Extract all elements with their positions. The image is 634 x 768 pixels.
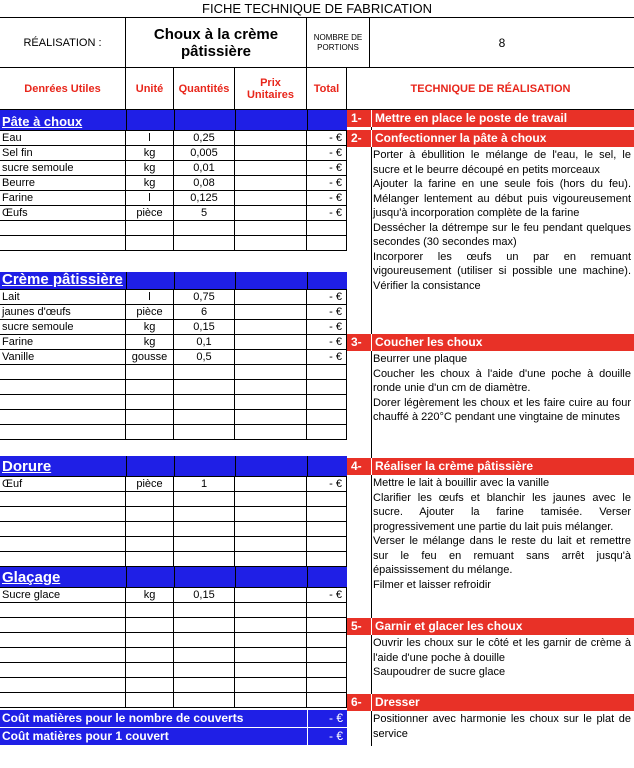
ingredient-price bbox=[235, 290, 307, 304]
total-value: - € bbox=[307, 728, 347, 746]
ingredient-name bbox=[0, 507, 126, 521]
ingredient-unit: l bbox=[126, 191, 174, 205]
step-instructions: Positionner avec harmonie les choux sur le plat de service bbox=[373, 713, 631, 740]
ingredient-total: - € bbox=[307, 320, 347, 334]
column-divider bbox=[235, 567, 236, 587]
step-divider bbox=[371, 130, 372, 147]
ingredient-quantity bbox=[174, 663, 235, 677]
ingredient-quantity bbox=[174, 380, 235, 394]
ingredient-name bbox=[0, 522, 126, 536]
ingredient-unit bbox=[126, 633, 174, 647]
ingredient-quantity bbox=[174, 492, 235, 506]
ingredient-total bbox=[307, 663, 347, 677]
ingredient-quantity bbox=[174, 425, 235, 439]
step-header bbox=[347, 110, 634, 127]
col-denrees: Denrées Utiles bbox=[0, 68, 126, 109]
step-instructions: Ouvrir les choux sur le côté et les garnir de crème à l'aide d'une poche à douille Saupoudrer de sucre glace bbox=[373, 637, 631, 678]
ingredient-quantity: 0,005 bbox=[174, 146, 235, 160]
step-instructions: Beurrer une plaque Coucher les choux à l'aide d'une poche à douille ronde unie d'un cm de diamètre. Dorer légèrement les choux et les faire cuire au four chauffé à 220°C pendant une vingtaine de minutes bbox=[373, 353, 631, 423]
ingredient-unit bbox=[126, 395, 174, 409]
ingredient-total: - € bbox=[307, 131, 347, 145]
ingredient-name bbox=[0, 537, 126, 551]
ingredient-total bbox=[307, 618, 347, 632]
ingredient-quantity bbox=[174, 633, 235, 647]
ingredient-name bbox=[0, 603, 126, 617]
ingredient-total bbox=[307, 552, 347, 566]
ingredient-price bbox=[235, 425, 307, 439]
ingredient-total: - € bbox=[307, 290, 347, 304]
ingredient-price bbox=[235, 221, 307, 235]
ingredient-unit bbox=[126, 221, 174, 235]
col-unite: Unité bbox=[126, 68, 174, 109]
ingredient-total bbox=[307, 693, 347, 707]
table-row bbox=[0, 305, 347, 320]
table-row bbox=[0, 191, 347, 206]
ingredient-unit bbox=[126, 693, 174, 707]
step-header bbox=[347, 618, 634, 635]
ingredient-total bbox=[307, 395, 347, 409]
column-divider bbox=[307, 110, 308, 130]
column-divider bbox=[235, 272, 236, 289]
table-row bbox=[0, 633, 347, 648]
ingredient-price bbox=[235, 305, 307, 319]
ingredient-price bbox=[235, 380, 307, 394]
ingredient-price bbox=[235, 365, 307, 379]
ingredient-price bbox=[235, 146, 307, 160]
step-header bbox=[347, 334, 634, 351]
column-divider bbox=[235, 110, 236, 130]
ingredient-total: - € bbox=[307, 161, 347, 175]
ingredient-total: - € bbox=[307, 588, 347, 602]
ingredient-unit bbox=[126, 425, 174, 439]
ingredient-unit bbox=[126, 236, 174, 250]
ingredient-quantity: 6 bbox=[174, 305, 235, 319]
ingredient-quantity: 1 bbox=[174, 477, 235, 491]
ingredient-total bbox=[307, 425, 347, 439]
ingredient-quantity bbox=[174, 365, 235, 379]
ingredient-unit: kg bbox=[126, 335, 174, 349]
total-value: - € bbox=[307, 710, 347, 728]
ingredient-total: - € bbox=[307, 477, 347, 491]
ingredient-name bbox=[0, 633, 126, 647]
ingredient-unit bbox=[126, 678, 174, 692]
table-row bbox=[0, 290, 347, 305]
column-divider bbox=[174, 272, 175, 289]
ingredient-price bbox=[235, 537, 307, 551]
ingredient-price bbox=[235, 410, 307, 424]
ingredient-total bbox=[307, 507, 347, 521]
ingredient-unit: pièce bbox=[126, 305, 174, 319]
ingredient-name bbox=[0, 552, 126, 566]
ingredient-quantity bbox=[174, 507, 235, 521]
ingredient-name: Lait bbox=[0, 290, 126, 304]
ingredient-total: - € bbox=[307, 146, 347, 160]
ingredient-quantity: 0,25 bbox=[174, 131, 235, 145]
ingredient-total bbox=[307, 537, 347, 551]
step-number: 3- bbox=[351, 335, 362, 349]
section-header bbox=[0, 567, 347, 588]
total-label: Coût matières pour le nombre de couverts bbox=[2, 711, 244, 725]
ingredient-price bbox=[235, 131, 307, 145]
total-label: Coût matières pour 1 couvert bbox=[2, 729, 169, 743]
ingredient-price bbox=[235, 648, 307, 662]
step-instructions: Porter à ébullition le mélange de l'eau, le sel, le sucre et le beurre découpé en petits morceaux Ajouter la farine en une seule fois (hors du feu). Mélanger lentement au début puis vigoureusement jusqu'à incorporation complète de la farine Dessécher la détrempe sur le feu pendant quelques secondes (30 secondes max) Incorporer les œufs un par en remuant vigoureusement (utiliser si possible une machine). Vérifier la consistance bbox=[373, 149, 631, 292]
ingredient-name bbox=[0, 365, 126, 379]
ingredient-quantity bbox=[174, 522, 235, 536]
ingredient-unit bbox=[126, 648, 174, 662]
section-title: Crème pâtissière bbox=[2, 271, 123, 288]
step-divider bbox=[371, 694, 372, 711]
ingredient-unit bbox=[126, 663, 174, 677]
ingredient-price bbox=[235, 161, 307, 175]
ingredient-name: Œuf bbox=[0, 477, 126, 491]
step-instructions: Mettre le lait à bouillir avec la vanille Clarifier les œufs et blanchir les jaunes avec le sucre. Ajouter la farine tamisée. Verser progressivement une partie du lait puis mélanger. Verser le mélange dans le reste du lait et remettre sur le feu en remuant sans arrêt jusqu'à épaississement du mélange. Filmer et laisser refroidir bbox=[373, 477, 631, 591]
ingredient-price bbox=[235, 588, 307, 602]
ingredient-total: - € bbox=[307, 176, 347, 190]
ingredient-name: Œufs bbox=[0, 206, 126, 220]
number-column-line bbox=[371, 110, 372, 746]
ingredient-price bbox=[235, 603, 307, 617]
ingredient-price bbox=[235, 335, 307, 349]
table-row bbox=[0, 161, 347, 176]
col-technique: TECHNIQUE DE RÉALISATION bbox=[410, 82, 571, 95]
ingredient-unit: gousse bbox=[126, 350, 174, 364]
table-row bbox=[0, 603, 347, 618]
ingredient-name bbox=[0, 425, 126, 439]
section-header bbox=[0, 110, 347, 131]
ingredient-quantity: 0,75 bbox=[174, 290, 235, 304]
ingredient-total bbox=[307, 522, 347, 536]
ingredient-total bbox=[307, 633, 347, 647]
step-number: 5- bbox=[351, 619, 362, 633]
ingredient-price bbox=[235, 236, 307, 250]
table-row bbox=[0, 618, 347, 633]
section-title: Pâte à choux bbox=[2, 114, 83, 129]
ingredient-total bbox=[307, 365, 347, 379]
column-divider bbox=[307, 567, 308, 587]
ingredient-unit bbox=[126, 603, 174, 617]
col-prix: Prix Unitaires bbox=[235, 68, 307, 109]
table-row bbox=[0, 236, 347, 251]
ingredient-name: Farine bbox=[0, 191, 126, 205]
ingredient-quantity: 0,15 bbox=[174, 320, 235, 334]
ingredient-quantity: 0,01 bbox=[174, 161, 235, 175]
ingredient-unit: kg bbox=[126, 588, 174, 602]
ingredient-quantity bbox=[174, 648, 235, 662]
table-row bbox=[0, 320, 347, 335]
table-row bbox=[0, 146, 347, 161]
ingredient-unit: pièce bbox=[126, 206, 174, 220]
recipe-name: Choux à la crème pâtissière bbox=[126, 18, 307, 67]
ingredient-unit bbox=[126, 365, 174, 379]
ingredient-name bbox=[0, 648, 126, 662]
portions-value: 8 bbox=[498, 35, 506, 50]
column-divider bbox=[235, 456, 236, 476]
column-header-row bbox=[0, 68, 634, 110]
ingredient-total bbox=[307, 678, 347, 692]
column-divider bbox=[307, 456, 308, 476]
ingredient-quantity bbox=[174, 603, 235, 617]
ingredient-quantity bbox=[174, 618, 235, 632]
table-row bbox=[0, 588, 347, 603]
ingredient-total bbox=[307, 221, 347, 235]
ingredient-unit: pièce bbox=[126, 477, 174, 491]
ingredient-name bbox=[0, 693, 126, 707]
step-divider bbox=[371, 458, 372, 475]
ingredient-unit: kg bbox=[126, 176, 174, 190]
ingredient-name bbox=[0, 236, 126, 250]
ingredient-unit bbox=[126, 380, 174, 394]
ingredient-unit bbox=[126, 492, 174, 506]
col-total: Total bbox=[307, 68, 347, 109]
ingredient-price bbox=[235, 507, 307, 521]
ingredient-unit: kg bbox=[126, 320, 174, 334]
ingredient-quantity: 0,5 bbox=[174, 350, 235, 364]
total-row bbox=[0, 728, 347, 746]
table-row bbox=[0, 492, 347, 507]
ingredient-quantity bbox=[174, 410, 235, 424]
ingredient-quantity bbox=[174, 537, 235, 551]
table-row bbox=[0, 693, 347, 708]
ingredient-price bbox=[235, 663, 307, 677]
section-header bbox=[0, 272, 347, 290]
table-row bbox=[0, 221, 347, 236]
ingredient-name: Farine bbox=[0, 335, 126, 349]
section-header bbox=[0, 456, 347, 477]
ingredient-unit: kg bbox=[126, 161, 174, 175]
ingredient-price bbox=[235, 552, 307, 566]
ingredient-name bbox=[0, 221, 126, 235]
ingredient-quantity: 0,1 bbox=[174, 335, 235, 349]
realisation-label: RÉALISATION : bbox=[0, 18, 126, 67]
section-title: Glaçage bbox=[2, 569, 61, 586]
ingredient-price bbox=[235, 633, 307, 647]
ingredient-quantity: 5 bbox=[174, 206, 235, 220]
ingredient-price bbox=[235, 477, 307, 491]
ingredient-unit bbox=[126, 507, 174, 521]
ingredient-price bbox=[235, 522, 307, 536]
ingredient-quantity bbox=[174, 693, 235, 707]
ingredient-name: sucre semoule bbox=[0, 320, 126, 334]
ingredient-price bbox=[235, 206, 307, 220]
ingredient-quantity: 0,08 bbox=[174, 176, 235, 190]
ingredient-quantity: 0,15 bbox=[174, 588, 235, 602]
ingredient-unit bbox=[126, 618, 174, 632]
ingredient-total: - € bbox=[307, 206, 347, 220]
column-divider bbox=[174, 567, 175, 587]
step-divider bbox=[371, 618, 372, 635]
ingredient-price bbox=[235, 618, 307, 632]
step-label: Garnir et glacer les choux bbox=[375, 619, 523, 633]
ingredient-name: Vanille bbox=[0, 350, 126, 364]
ingredient-quantity bbox=[174, 221, 235, 235]
table-row bbox=[0, 678, 347, 693]
ingredient-name bbox=[0, 663, 126, 677]
table-row bbox=[0, 350, 347, 365]
ingredient-name bbox=[0, 395, 126, 409]
table-row bbox=[0, 522, 347, 537]
column-divider bbox=[126, 456, 127, 476]
table-row bbox=[0, 380, 347, 395]
step-header bbox=[347, 694, 634, 711]
step-header bbox=[347, 130, 634, 147]
ingredient-total bbox=[307, 380, 347, 394]
ingredient-unit: kg bbox=[126, 146, 174, 160]
ingredient-total: - € bbox=[307, 335, 347, 349]
table-row bbox=[0, 365, 347, 380]
ingredient-price bbox=[235, 395, 307, 409]
ingredient-name: Sel fin bbox=[0, 146, 126, 160]
ingredient-total: - € bbox=[307, 350, 347, 364]
ingredient-price bbox=[235, 693, 307, 707]
ingredient-total: - € bbox=[307, 305, 347, 319]
step-number: 1- bbox=[351, 111, 362, 125]
step-label: Mettre en place le poste de travail bbox=[375, 111, 568, 125]
step-number: 2- bbox=[351, 131, 362, 145]
ingredient-price bbox=[235, 492, 307, 506]
ingredient-name: Eau bbox=[0, 131, 126, 145]
table-row bbox=[0, 552, 347, 567]
ingredient-price bbox=[235, 176, 307, 190]
step-divider bbox=[371, 110, 372, 127]
ingredient-quantity bbox=[174, 236, 235, 250]
section-title: Dorure bbox=[2, 458, 52, 475]
column-divider bbox=[126, 567, 127, 587]
ingredient-total bbox=[307, 410, 347, 424]
ingredient-total bbox=[307, 603, 347, 617]
table-row bbox=[0, 176, 347, 191]
step-number: 6- bbox=[351, 695, 362, 709]
table-row bbox=[0, 131, 347, 146]
ingredient-unit: l bbox=[126, 290, 174, 304]
ingredient-quantity bbox=[174, 552, 235, 566]
step-label: Dresser bbox=[375, 695, 420, 709]
table-row bbox=[0, 206, 347, 221]
col-quantites: Quantités bbox=[174, 68, 235, 109]
ingredient-unit: l bbox=[126, 131, 174, 145]
column-divider bbox=[174, 456, 175, 476]
table-row bbox=[0, 335, 347, 350]
step-label: Réaliser la crème pâtissière bbox=[375, 459, 534, 473]
column-divider bbox=[126, 110, 127, 130]
ingredient-quantity bbox=[174, 678, 235, 692]
column-divider bbox=[126, 272, 127, 289]
step-divider bbox=[371, 334, 372, 351]
ingredient-quantity: 0,125 bbox=[174, 191, 235, 205]
table-row bbox=[0, 507, 347, 522]
column-divider bbox=[307, 272, 308, 289]
table-row bbox=[0, 395, 347, 410]
step-label: Coucher les choux bbox=[375, 335, 483, 349]
ingredient-total bbox=[307, 236, 347, 250]
ingredient-name: Beurre bbox=[0, 176, 126, 190]
step-label: Confectionner la pâte à choux bbox=[375, 131, 547, 145]
ingredient-unit bbox=[126, 410, 174, 424]
ingredient-unit bbox=[126, 522, 174, 536]
total-row bbox=[0, 710, 347, 728]
ingredient-unit bbox=[126, 552, 174, 566]
table-row bbox=[0, 663, 347, 678]
table-row bbox=[0, 410, 347, 425]
ingredient-price bbox=[235, 350, 307, 364]
table-row bbox=[0, 425, 347, 440]
step-header bbox=[347, 458, 634, 475]
ingredient-name bbox=[0, 410, 126, 424]
table-row bbox=[0, 537, 347, 552]
ingredient-name bbox=[0, 618, 126, 632]
ingredient-name: jaunes d'œufs bbox=[0, 305, 126, 319]
table-row bbox=[0, 477, 347, 492]
ingredient-quantity bbox=[174, 395, 235, 409]
ingredient-price bbox=[235, 191, 307, 205]
ingredient-name bbox=[0, 380, 126, 394]
header-row bbox=[0, 18, 634, 68]
ingredient-total: - € bbox=[307, 191, 347, 205]
ingredient-price bbox=[235, 320, 307, 334]
ingredient-name: Sucre glace bbox=[0, 588, 126, 602]
ingredient-name: sucre semoule bbox=[0, 161, 126, 175]
ingredient-name bbox=[0, 678, 126, 692]
ingredient-name bbox=[0, 492, 126, 506]
ingredient-total bbox=[307, 648, 347, 662]
ingredient-price bbox=[235, 678, 307, 692]
portions-label: NOMBRE DE PORTIONS bbox=[307, 18, 370, 67]
ingredient-total bbox=[307, 492, 347, 506]
table-row bbox=[0, 648, 347, 663]
step-number: 4- bbox=[351, 459, 362, 473]
column-divider bbox=[174, 110, 175, 130]
sheet-title: FICHE TECHNIQUE DE FABRICATION bbox=[0, 0, 634, 18]
ingredient-unit bbox=[126, 537, 174, 551]
